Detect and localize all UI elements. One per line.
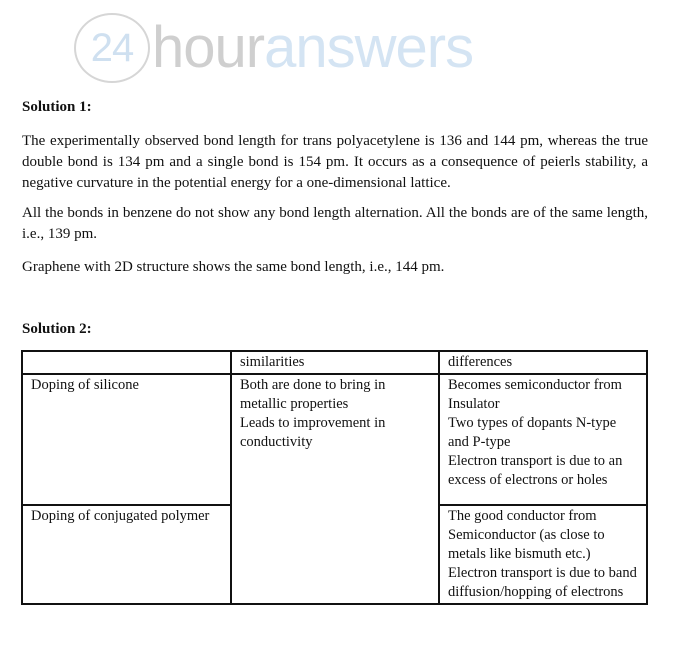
header-similarities: similarities [231,351,439,374]
solution2-heading: Solution 2: [22,321,92,337]
row-label-silicone: Doping of silicone [22,374,231,505]
logo-wordmark [152,15,474,80]
table-row [22,374,647,505]
table-header-row [22,351,647,374]
header-differences: differences [439,351,647,374]
comparison-table [21,350,648,605]
difference-item: Electron transport is due to band diffusion/hopping of electrons [448,565,637,600]
logo-word-hour: hour [152,15,265,80]
similarity-item: Leads to improvement in conductivity [240,415,386,450]
solution1-paragraph-1: The experimentally observed bond length for trans polyacetylene is 136 and 144 pm, whereas the true double bond is 134 pm and a single bond is 154 pm. It occurs as a consequence of peierls stability, a negative curvature in the potential energy for a one-dimensional lattice. [22,133,648,191]
difference-item: The good conductor from Semiconductor (as close to metals like bismuth etc.) [448,508,605,562]
logo-word-answers: answers [264,15,474,80]
differences-cell-silicone [439,374,647,505]
brand-logo [74,12,473,84]
differences-cell-polymer [439,505,647,604]
row-label-conjugated-polymer: Doping of conjugated polymer [22,505,231,604]
logo-number-badge: 24 [74,13,150,83]
similarities-cell [231,374,439,604]
solution1-heading: Solution 1: [22,99,92,115]
similarity-item: Both are done to bring in metallic properties [240,377,386,412]
difference-item: Two types of dopants N-type and P-type [448,415,617,450]
difference-item: Electron transport is due to an excess of electrons or holes [448,453,623,488]
difference-item: Becomes semiconductor from Insulator [448,377,622,412]
header-empty-cell [22,351,231,374]
solution1-paragraph-2: All the bonds in benzene do not show any bond length alternation. All the bonds are of the same length, i.e., 139 pm. [22,205,648,242]
solution1-paragraph-3: Graphene with 2D structure shows the same bond length, i.e., 144 pm. [22,259,445,275]
